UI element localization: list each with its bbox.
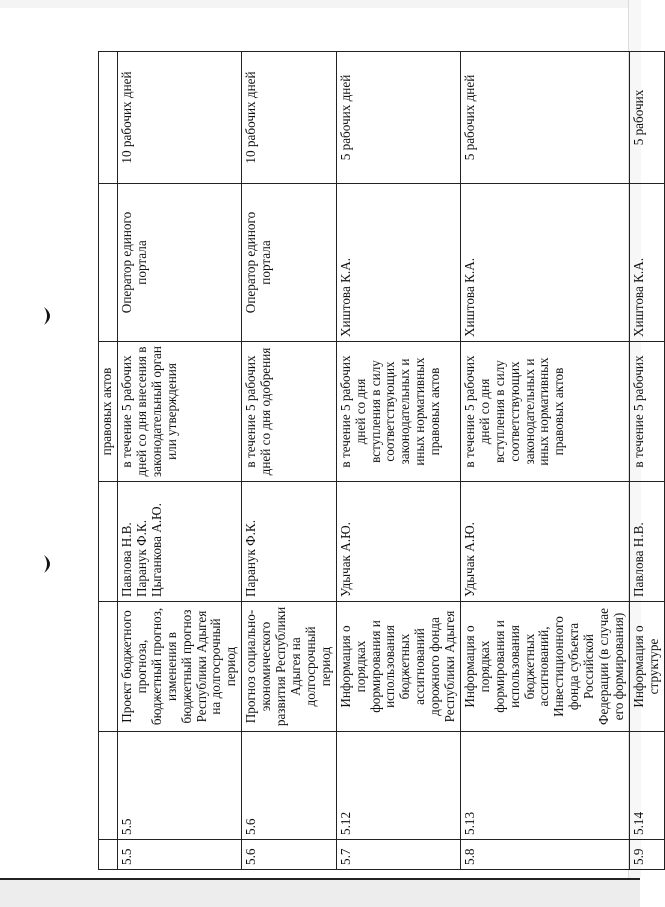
cell-operator [99,184,118,342]
cell-num [99,840,118,870]
cell-num: 5.5 [118,840,242,870]
cell-term: правовых актов [99,342,118,482]
cell-period: 5 рабочих дней [460,52,629,184]
cell-responsible: Павлова Н.В. Паранук Ф.К. Цыганкова А.Ю. [118,482,242,602]
cell-title: Информация о структуре [629,602,664,732]
table-row [336,52,460,870]
scan-top-edge [0,0,640,8]
cell-sub: 5.6 [242,732,336,840]
cell-title: Информация о порядках формирования и использования бюджетных ассигнований, Инвестиционного фонда субъекта Российской Федерации (в случае его формирования) [460,602,629,732]
table-row [242,52,336,870]
cell-title: Информация о порядках формирования и использования бюджетных ассигнований дорожного фонда Республики Адыгея [336,602,460,732]
cell-responsible [99,482,118,602]
cell-title: Проект бюджетного прогноза, бюджетный прогноз, изменения в бюджетный прогноз Республики Адыгея на долгосрочный период [118,602,242,732]
cell-operator: Хиштова К.А. [629,184,664,342]
cell-period: 5 рабочих [629,52,664,184]
cell-period: 5 рабочих дней [336,52,460,184]
cell-operator: Хиштова К.А. [336,184,460,342]
cell-operator: Оператор единого портала [118,184,242,342]
cell-term: в течение 5 рабочих [629,342,664,482]
table-row [629,52,664,870]
cell-responsible: Паранук Ф.К. [242,482,336,602]
cell-term: в течение 5 рабочих дней со дня вступления в силу соответствующих законодательных и иных нормативных правовых актов [460,342,629,482]
cell-responsible: Удычак А.Ю. [336,482,460,602]
cell-num: 5.9 [629,840,664,870]
cell-term: в течение 5 рабочих дней со дня вступления в силу соответствующих законодательных и иных нормативных правовых актов [336,342,460,482]
cell-title [99,602,118,732]
cell-operator: Хиштова К.А. [460,184,629,342]
cell-num: 5.6 [242,840,336,870]
table-row [99,52,118,870]
cell-sub: 5.14 [629,732,664,840]
cell-period: 10 рабочих дней [118,52,242,184]
cell-responsible: Павлова Н.В. [629,482,664,602]
cell-operator: Оператор единого портала [242,184,336,342]
table-row [460,52,629,870]
cell-term: в течение 5 рабочих дней со дня одобрения [242,342,336,482]
cell-sub: 5.13 [460,732,629,840]
cell-period: 10 рабочих дней [242,52,336,184]
cell-period [99,52,118,184]
cell-num: 5.8 [460,840,629,870]
scan-bottom-edge [0,878,640,907]
document-table [98,51,665,870]
rotated-table-wrapper [98,52,661,870]
cell-term: в течение 5 рабочих дней со дня внесения в законодательный орган или утверждения [118,342,242,482]
cell-sub [99,732,118,840]
cell-sub: 5.12 [336,732,460,840]
cell-title: Прогноз социально-экономического развития Республики Адыгея на долгосрочный период [242,602,336,732]
cell-responsible: Удычак А.Ю. [460,482,629,602]
cell-sub: 5.5 [118,732,242,840]
cell-num: 5.7 [336,840,460,870]
table-row [118,52,242,870]
